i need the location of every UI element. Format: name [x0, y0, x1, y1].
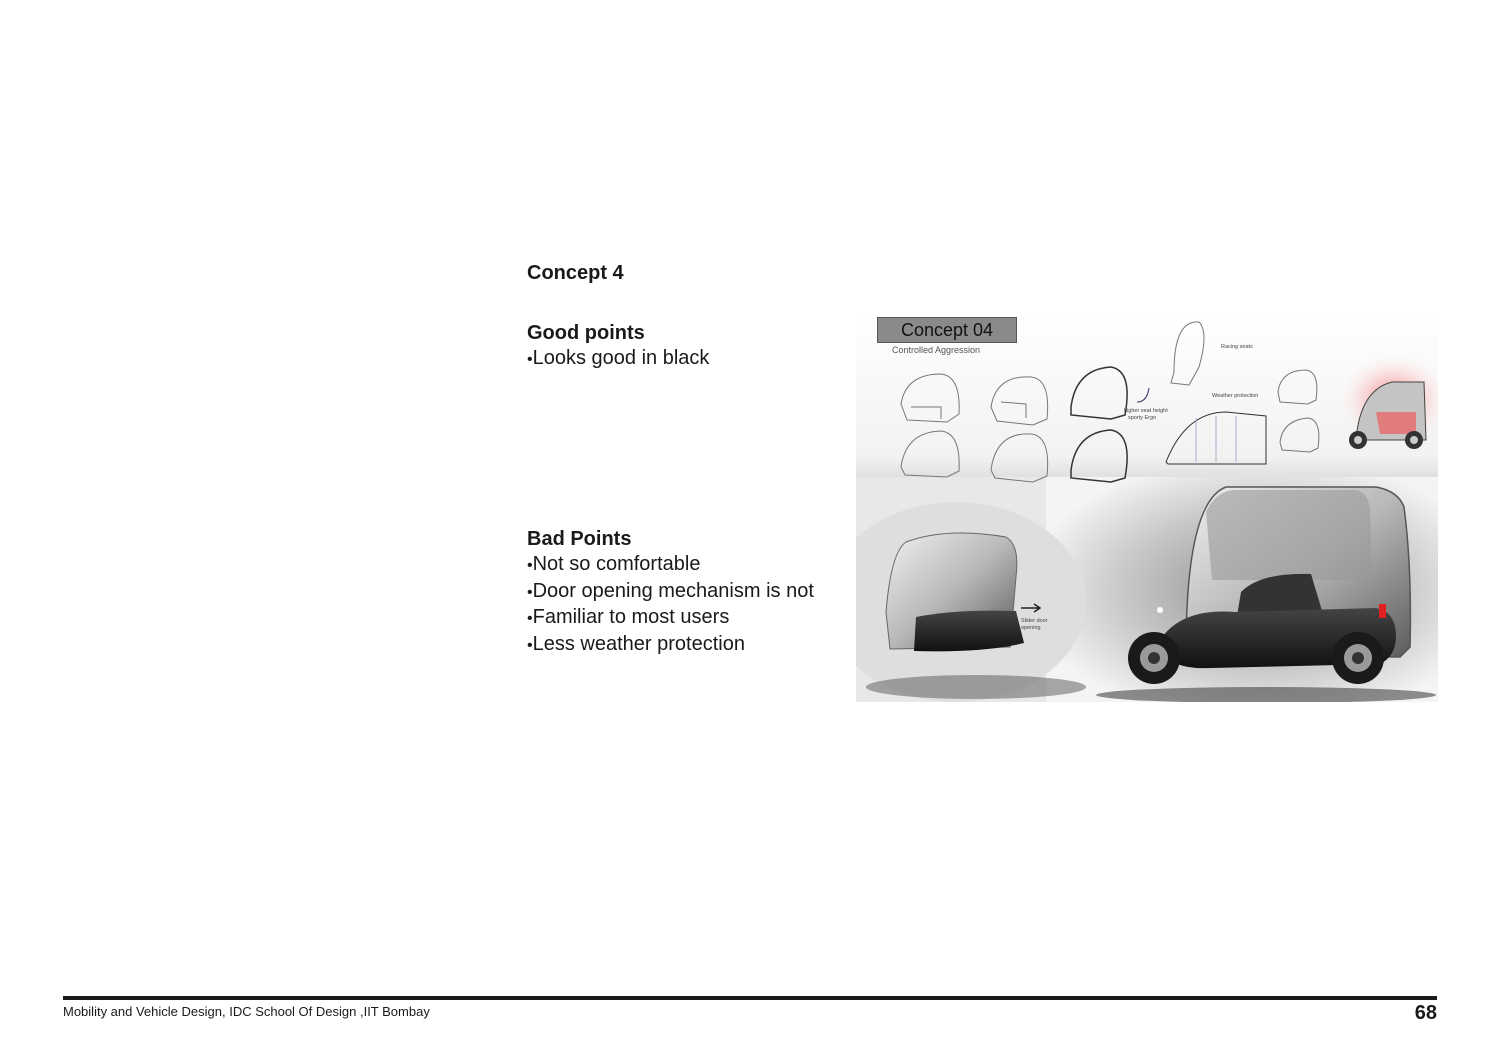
list-item: • Not so comfortable [527, 552, 857, 579]
page-number: 68 [1414, 1002, 1437, 1024]
list-item: • Less weather protection [527, 632, 857, 659]
note-slider-door: Slider door [1021, 618, 1048, 624]
sketch-sheet-title: Concept 04 [877, 317, 1017, 343]
list-item: • Door opening mechanism is not [527, 579, 857, 606]
note-higher-seat: higher seat height [1124, 408, 1168, 414]
page-title: Concept 4 [527, 262, 624, 284]
list-item: • Looks good in black [527, 346, 857, 373]
bad-points-heading: Bad Points [527, 528, 632, 550]
vehicle-sketch-illustration [856, 312, 1438, 702]
note-sporty-ergo: sporty Ergo [1128, 415, 1157, 421]
bad-points-list [527, 552, 857, 659]
list-item: • Familiar to most users [527, 605, 857, 632]
note-weather-protection: Weather protection [1212, 393, 1259, 399]
sketch-sheet-subtitle: Controlled Aggression [892, 345, 981, 355]
note-racing-seats: Racing seats [1221, 344, 1253, 350]
bad-points-section [527, 526, 857, 659]
concept-sketch-figure [856, 312, 1438, 702]
good-points-section [527, 320, 857, 373]
footer-divider [63, 996, 1437, 1000]
good-points-heading: Good points [527, 322, 645, 344]
note-opening: opening [1021, 625, 1041, 631]
good-points-list [527, 346, 857, 373]
footer-text: Mobility and Vehicle Design, IDC School Of Design ,IIT Bombay [63, 1004, 430, 1019]
